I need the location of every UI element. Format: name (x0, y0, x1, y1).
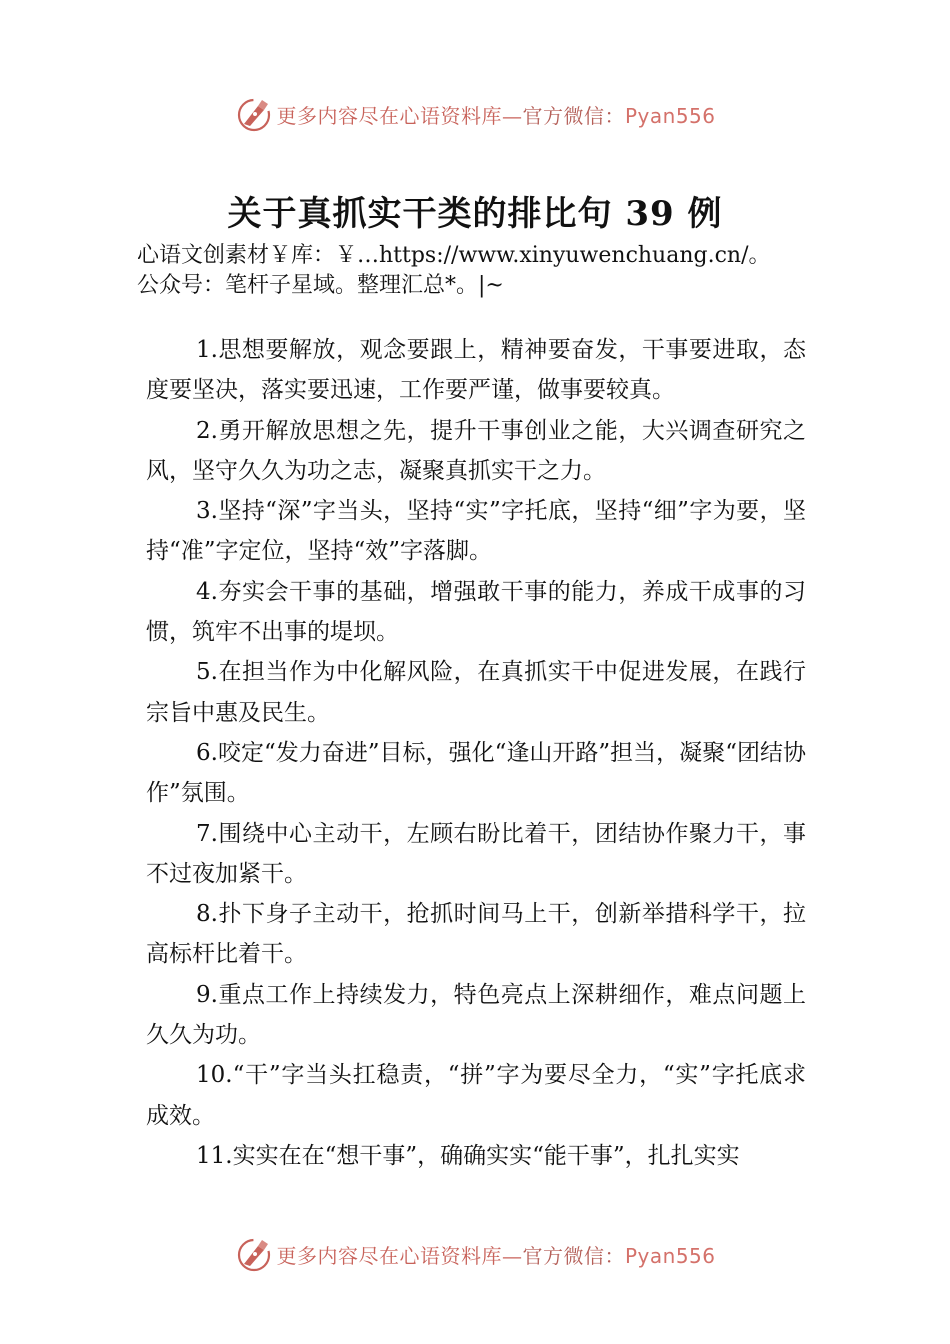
pen-nib-logo-icon (234, 94, 274, 134)
banner-dash: — (501, 1243, 523, 1268)
document-body (146, 330, 806, 1176)
paragraph: 9.重点工作上持续发力，特色亮点上深耕细作，难点问题上久久为功。 (146, 981, 806, 1049)
paragraph: 6.咬定“发力奋进”目标，强化“逢山开路”担当，凝聚“团结协作”氛围。 (146, 739, 806, 807)
footer-banner (0, 1232, 950, 1276)
banner-wechat-label: 官方微信： (522, 103, 625, 128)
paragraph: 4.夯实会干事的基础，增强敢干事的能力，养成干成事的习惯，筑牢不出事的堤坝。 (146, 578, 806, 646)
banner-wechat-label: 官方微信： (522, 1243, 625, 1268)
paragraph: 5.在担当作为中化解风险，在真抓实干中促进发展，在践行宗旨中惠及民生。 (146, 659, 806, 726)
pen-nib-logo-icon (234, 1234, 274, 1274)
banner-dash: — (501, 103, 523, 128)
banner-main-text: 更多内容尽在心语资料库 (276, 1243, 502, 1268)
banner-main-text: 更多内容尽在心语资料库 (276, 103, 502, 128)
paragraph: 2.勇开解放思想之先，提升干事创业之能，大兴调查研究之风，坚守久久为功之志，凝聚真抓实干之力。 (146, 417, 806, 484)
paragraph: 10.“干”字当头扛稳责，“拼”字为要尽全力，“实”字托底求成效。 (146, 1062, 806, 1129)
banner-text (276, 100, 715, 129)
source-line-1: 心语文创素材￥库：￥…https://www.xinyuwenchuang.cn/。 (137, 243, 771, 268)
paragraph: 11.实实在在“想干事”，确确实实“能干事”，扎扎实实 (196, 1142, 740, 1169)
paragraph: 1.思想要解放，观念要跟上，精神要奋发，干事要进取，态度要坚决，落实要迅速，工作要严谨，做事要较真。 (146, 337, 806, 404)
paragraph: 3.坚持“深”字当头，坚持“实”字托底，坚持“细”字为要，坚持“准”字定位，坚持“效”字落脚。 (146, 498, 806, 565)
banner-wechat-id: Pyan556 (624, 1243, 716, 1268)
paragraph: 8.扑下身子主动干，抢抓时间马上干，创新举措科学干，拉高标杆比着干。 (146, 901, 806, 968)
source-line-2: 公众号：笔杆子星域。整理汇总*。|~ (137, 273, 504, 298)
document-title: 关于真抓实干类的排比句 39 例 (227, 194, 723, 234)
header-banner (0, 92, 950, 136)
banner-text (276, 1240, 715, 1269)
banner-wechat-id: Pyan556 (624, 103, 716, 128)
paragraph: 7.围绕中心主动干，左顾右盼比着干，团结协作聚力干，事不过夜加紧干。 (146, 820, 806, 887)
